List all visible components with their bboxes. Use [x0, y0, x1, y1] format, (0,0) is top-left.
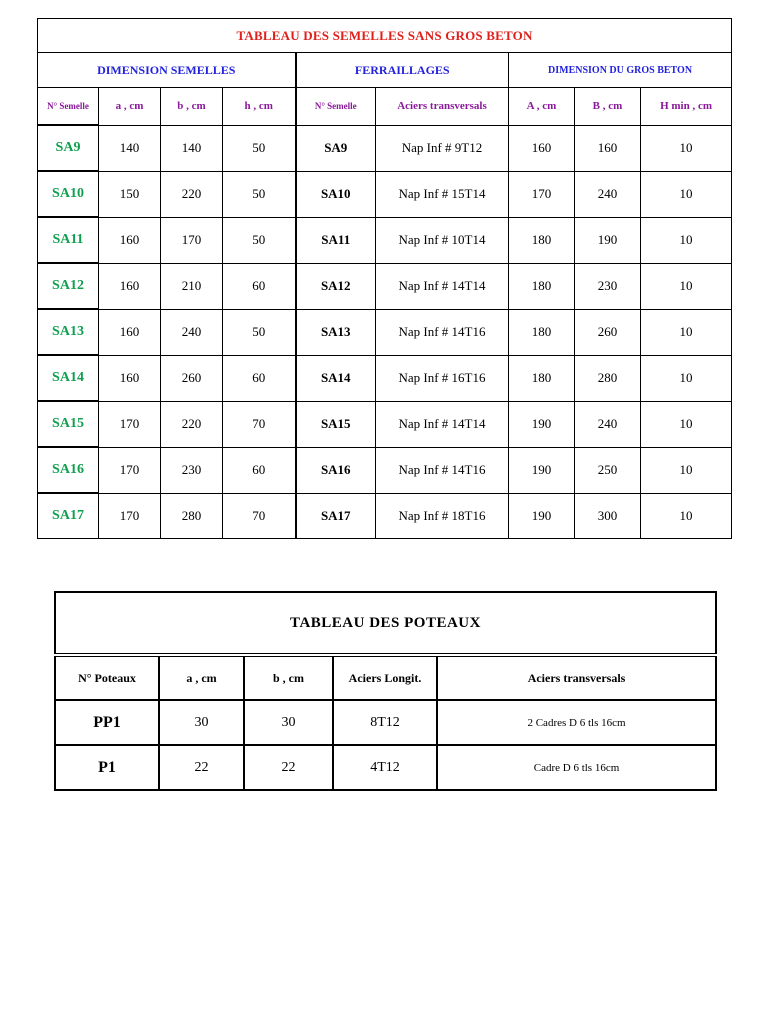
cell-a: 160	[99, 355, 161, 401]
poteau-aciers-transversals: 2 Cadres D 6 tls 16cm	[437, 700, 716, 745]
semelle-id-ferraillage: SA13	[296, 309, 376, 355]
cell-B: 300	[575, 493, 641, 539]
poteau-a: 30	[159, 700, 244, 745]
cell-h: 70	[223, 401, 296, 447]
semelle-id-ferraillage: SA17	[296, 493, 376, 539]
semelle-id: SA10	[38, 171, 99, 217]
poteaux-table	[54, 591, 717, 791]
table-row	[38, 401, 732, 447]
cell-aciers: Nap Inf # 10T14	[376, 217, 509, 263]
cell-A: 190	[509, 447, 575, 493]
header-poteau-a: a , cm	[159, 655, 244, 700]
semelle-id: SA16	[38, 447, 99, 493]
header-num-semelle-2: N° Semelle	[296, 88, 376, 126]
cell-b: 140	[161, 125, 223, 171]
table-row	[38, 309, 732, 355]
cell-H-min: 10	[641, 447, 732, 493]
cell-B: 230	[575, 263, 641, 309]
cell-h: 50	[223, 125, 296, 171]
cell-h: 60	[223, 263, 296, 309]
semelle-id-ferraillage: SA16	[296, 447, 376, 493]
cell-a: 150	[99, 171, 161, 217]
poteau-b: 30	[244, 700, 333, 745]
cell-A: 190	[509, 493, 575, 539]
cell-h: 60	[223, 447, 296, 493]
semelle-id: SA12	[38, 263, 99, 309]
cell-b: 240	[161, 309, 223, 355]
semelle-id: SA17	[38, 493, 99, 539]
header-a: a , cm	[99, 88, 161, 126]
table-row	[38, 355, 732, 401]
group-ferraillages: FERRAILLAGES	[296, 53, 509, 88]
cell-A: 170	[509, 171, 575, 217]
semelle-id: SA11	[38, 217, 99, 263]
cell-h: 50	[223, 217, 296, 263]
table-row	[55, 745, 716, 790]
cell-aciers: Nap Inf # 14T16	[376, 447, 509, 493]
cell-B: 240	[575, 401, 641, 447]
table-row	[38, 493, 732, 539]
cell-B: 190	[575, 217, 641, 263]
table-row	[38, 171, 732, 217]
table-row	[38, 217, 732, 263]
cell-b: 170	[161, 217, 223, 263]
semelle-id: SA15	[38, 401, 99, 447]
header-B: B , cm	[575, 88, 641, 126]
cell-H-min: 10	[641, 217, 732, 263]
semelle-id-ferraillage: SA14	[296, 355, 376, 401]
cell-B: 240	[575, 171, 641, 217]
semelle-id-ferraillage: SA11	[296, 217, 376, 263]
semelle-id-ferraillage: SA9	[296, 125, 376, 171]
cell-aciers: Nap Inf # 18T16	[376, 493, 509, 539]
semelle-id-ferraillage: SA15	[296, 401, 376, 447]
poteau-a: 22	[159, 745, 244, 790]
cell-aciers: Nap Inf # 14T14	[376, 401, 509, 447]
cell-aciers: Nap Inf # 16T16	[376, 355, 509, 401]
semelles-title: TABLEAU DES SEMELLES SANS GROS BETON	[38, 19, 732, 53]
cell-aciers: Nap Inf # 9T12	[376, 125, 509, 171]
cell-a: 160	[99, 309, 161, 355]
table-row	[38, 125, 732, 171]
cell-a: 170	[99, 447, 161, 493]
cell-A: 180	[509, 217, 575, 263]
cell-b: 230	[161, 447, 223, 493]
cell-H-min: 10	[641, 493, 732, 539]
cell-aciers: Nap Inf # 14T14	[376, 263, 509, 309]
table-row	[38, 263, 732, 309]
poteau-aciers-longit: 4T12	[333, 745, 437, 790]
cell-H-min: 10	[641, 125, 732, 171]
cell-H-min: 10	[641, 171, 732, 217]
header-num-semelle: N° Semelle	[38, 88, 99, 126]
cell-A: 180	[509, 355, 575, 401]
cell-a: 140	[99, 125, 161, 171]
cell-B: 260	[575, 309, 641, 355]
header-H-min: H min , cm	[641, 88, 732, 126]
table-row	[38, 447, 732, 493]
poteaux-title: TABLEAU DES POTEAUX	[55, 592, 716, 655]
header-poteau-aciers-transversals: Aciers transversals	[437, 655, 716, 700]
cell-A: 180	[509, 263, 575, 309]
semelle-id-ferraillage: SA10	[296, 171, 376, 217]
cell-a: 170	[99, 493, 161, 539]
group-gros-beton: DIMENSION DU GROS BETON	[509, 53, 732, 88]
cell-a: 170	[99, 401, 161, 447]
cell-H-min: 10	[641, 401, 732, 447]
cell-H-min: 10	[641, 309, 732, 355]
cell-h: 50	[223, 171, 296, 217]
header-num-poteaux: N° Poteaux	[55, 655, 159, 700]
header-h: h , cm	[223, 88, 296, 126]
cell-b: 220	[161, 401, 223, 447]
poteau-id: P1	[55, 745, 159, 790]
poteau-id: PP1	[55, 700, 159, 745]
semelle-id: SA14	[38, 355, 99, 401]
cell-aciers: Nap Inf # 14T16	[376, 309, 509, 355]
poteau-b: 22	[244, 745, 333, 790]
group-dimension-semelles: DIMENSION SEMELLES	[38, 53, 296, 88]
cell-h: 60	[223, 355, 296, 401]
table-row	[55, 700, 716, 745]
semelles-body	[38, 125, 732, 539]
semelle-id-ferraillage: SA12	[296, 263, 376, 309]
cell-b: 220	[161, 171, 223, 217]
poteau-aciers-longit: 8T12	[333, 700, 437, 745]
cell-b: 260	[161, 355, 223, 401]
cell-A: 160	[509, 125, 575, 171]
cell-B: 250	[575, 447, 641, 493]
header-aciers-transversals: Aciers transversals	[376, 88, 509, 126]
cell-b: 210	[161, 263, 223, 309]
cell-H-min: 10	[641, 263, 732, 309]
cell-aciers: Nap Inf # 15T14	[376, 171, 509, 217]
semelle-id: SA9	[38, 125, 99, 171]
poteau-aciers-transversals: Cadre D 6 tls 16cm	[437, 745, 716, 790]
header-A: A , cm	[509, 88, 575, 126]
cell-b: 280	[161, 493, 223, 539]
cell-h: 70	[223, 493, 296, 539]
cell-B: 160	[575, 125, 641, 171]
semelles-table	[37, 18, 732, 539]
header-aciers-longit: Aciers Longit.	[333, 655, 437, 700]
semelle-id: SA13	[38, 309, 99, 355]
header-poteau-b: b , cm	[244, 655, 333, 700]
header-b: b , cm	[161, 88, 223, 126]
cell-B: 280	[575, 355, 641, 401]
poteaux-body	[55, 700, 716, 790]
cell-h: 50	[223, 309, 296, 355]
cell-a: 160	[99, 217, 161, 263]
cell-H-min: 10	[641, 355, 732, 401]
cell-a: 160	[99, 263, 161, 309]
cell-A: 180	[509, 309, 575, 355]
cell-A: 190	[509, 401, 575, 447]
